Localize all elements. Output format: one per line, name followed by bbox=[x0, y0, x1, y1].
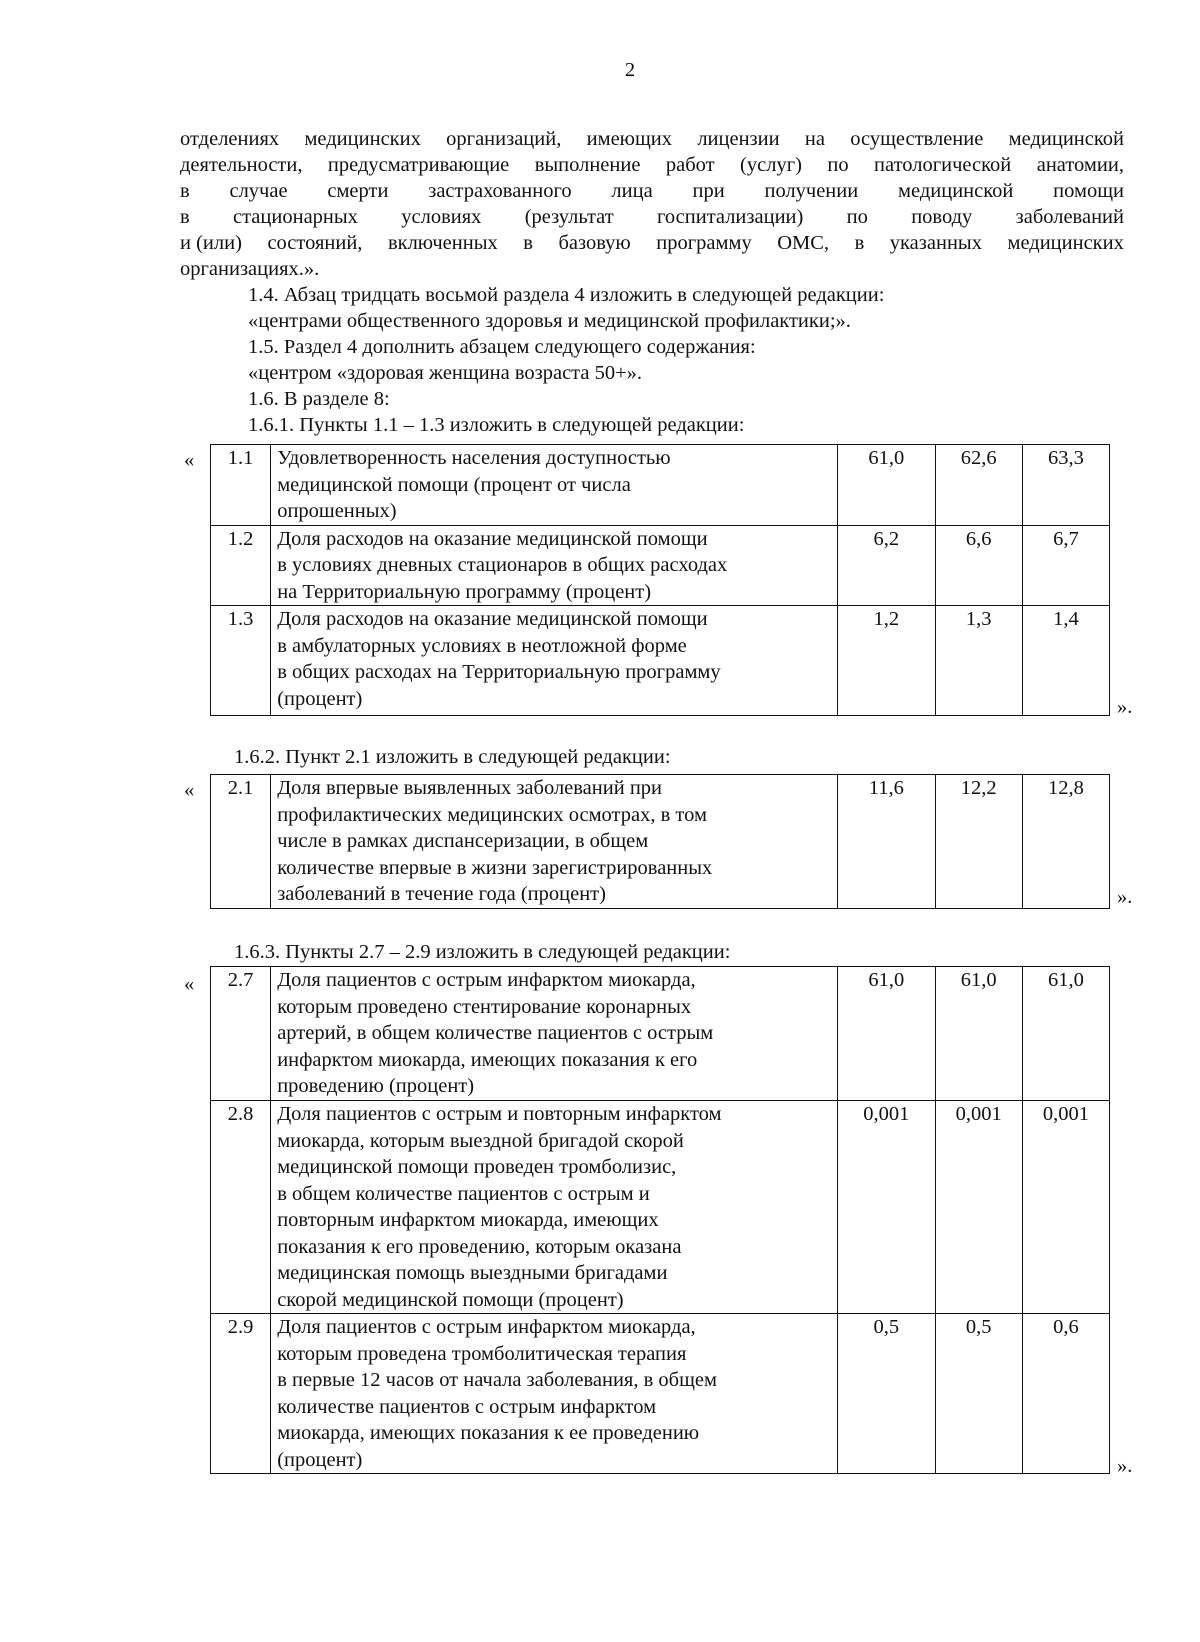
intro-word: лица bbox=[611, 180, 653, 202]
row-value-v2: 6,6 bbox=[935, 525, 1022, 606]
intro-word: указанных bbox=[889, 232, 982, 254]
table-row bbox=[211, 606, 1110, 716]
row-number: 1.2 bbox=[211, 525, 271, 606]
table-row bbox=[211, 525, 1110, 606]
description-line: медицинской помощи (процент от числа bbox=[277, 473, 631, 496]
description-line: в первые 12 часов от начала заболевания, в общем bbox=[277, 1369, 717, 1391]
intro-word: организаций, bbox=[446, 128, 562, 150]
intro-line bbox=[180, 126, 1124, 152]
intro-word: осуществление bbox=[850, 128, 984, 150]
description-line: (процент) bbox=[277, 1448, 363, 1471]
intro-word: при bbox=[692, 180, 725, 202]
row-value-v2: 61,0 bbox=[935, 967, 1022, 1101]
description-line: на Территориальную программу (процент) bbox=[277, 580, 652, 603]
intro-word: выполнение bbox=[534, 154, 641, 176]
intro-word: поводу bbox=[911, 206, 973, 228]
indicators-table-1 bbox=[210, 444, 1110, 716]
description-line: показания к его проведению, которым оказана bbox=[277, 1235, 682, 1258]
intro-word: лицензии bbox=[697, 128, 780, 150]
intro-word: состояний, bbox=[267, 232, 363, 254]
row-number: 2.7 bbox=[211, 967, 271, 1101]
intro-word: по bbox=[846, 206, 868, 228]
intro-line bbox=[180, 204, 1124, 230]
table-row bbox=[211, 1314, 1110, 1474]
item-1-6-3: 1.6.3. Пункты 2.7 – 2.9 изложить в следующей редакции: bbox=[234, 941, 731, 963]
intro-word: медицинской bbox=[898, 180, 1014, 202]
row-value-v3: 6,7 bbox=[1022, 525, 1109, 606]
intro-word: программу bbox=[656, 232, 752, 254]
row-description bbox=[271, 1101, 838, 1314]
intro-word: в bbox=[180, 206, 190, 228]
description-line: которым проведена тромболитическая терапия bbox=[277, 1342, 687, 1365]
description-line: Доля пациентов с острым инфарктом миокарда, bbox=[277, 1316, 696, 1338]
description-line: в общем количестве пациентов с острым и bbox=[277, 1182, 650, 1205]
intro-word: получении bbox=[764, 180, 859, 202]
table-row bbox=[211, 445, 1110, 526]
row-value-v1: 0,001 bbox=[838, 1101, 936, 1314]
intro-word: медицинских bbox=[304, 128, 421, 150]
row-value-v1: 61,0 bbox=[838, 445, 936, 526]
description-line: количестве впервые в жизни зарегистрированных bbox=[277, 856, 713, 879]
open-quote-table2: « bbox=[184, 779, 195, 801]
intro-word: стационарных bbox=[233, 206, 358, 228]
row-number: 2.8 bbox=[211, 1101, 271, 1314]
intro-word: смерти bbox=[327, 180, 389, 202]
indicators-table-3 bbox=[210, 966, 1110, 1474]
intro-word: и (или) bbox=[180, 232, 242, 254]
row-number: 2.9 bbox=[211, 1314, 271, 1474]
row-value-v3: 63,3 bbox=[1022, 445, 1109, 526]
row-value-v3: 0,001 bbox=[1022, 1101, 1109, 1314]
row-value-v2: 62,6 bbox=[935, 445, 1022, 526]
description-line: (процент) bbox=[277, 687, 363, 710]
intro-word: базовую bbox=[558, 232, 631, 254]
item-1-5: 1.5. Раздел 4 дополнить абзацем следующего содержания: bbox=[248, 336, 756, 358]
description-line: Удовлетворенность населения доступностью bbox=[277, 447, 671, 469]
item-1-4: 1.4. Абзац тридцать восьмой раздела 4 изложить в следующей редакции: bbox=[248, 284, 885, 306]
open-quote-table1: « bbox=[184, 449, 195, 471]
intro-word: работ bbox=[665, 154, 715, 176]
row-description bbox=[271, 1314, 838, 1474]
row-description bbox=[271, 606, 838, 716]
item-1-4-text: «центрами общественного здоровья и медицинской профилактики;». bbox=[248, 310, 851, 332]
description-line: инфарктом миокарда, имеющих показания к его bbox=[277, 1048, 698, 1071]
row-number: 1.3 bbox=[211, 606, 271, 716]
intro-word: на bbox=[804, 128, 825, 150]
intro-word: в bbox=[854, 232, 865, 254]
open-quote-table3: « bbox=[184, 973, 195, 995]
description-line: медицинская помощь выездными бригадами bbox=[277, 1262, 668, 1284]
description-line: профилактических медицинских осмотрах, в том bbox=[277, 803, 707, 826]
row-value-v3: 12,8 bbox=[1022, 775, 1109, 909]
description-line: медицинской помощи проведен тромболизис, bbox=[277, 1156, 677, 1178]
description-line: количестве пациентов с острым инфарктом bbox=[277, 1395, 657, 1418]
description-line: Доля впервые выявленных заболеваний при bbox=[277, 777, 663, 799]
description-line: артерий, в общем количестве пациентов с острым bbox=[277, 1022, 714, 1044]
row-description bbox=[271, 445, 838, 526]
description-line: Доля расходов на оказание медицинской помощи bbox=[277, 527, 708, 550]
description-line: миокарда, которым выездной бригадой скорой bbox=[277, 1129, 684, 1152]
indicators-table-2 bbox=[210, 774, 1110, 909]
intro-word: в bbox=[180, 180, 190, 202]
description-line: Доля пациентов с острым и повторным инфарктом bbox=[277, 1103, 722, 1125]
intro-word: предусматривающие bbox=[327, 154, 510, 176]
description-line: опрошенных) bbox=[277, 500, 397, 522]
intro-line bbox=[180, 152, 1124, 178]
description-line: заболеваний в течение года (процент) bbox=[277, 883, 606, 905]
intro-word: включенных bbox=[387, 232, 498, 254]
description-line: в условиях дневных стационаров в общих расходах bbox=[277, 554, 728, 576]
intro-word: медицинских bbox=[1007, 232, 1124, 254]
item-1-6-2: 1.6.2. Пункт 2.1 изложить в следующей редакции: bbox=[234, 746, 671, 768]
item-1-6: 1.6. В разделе 8: bbox=[248, 388, 390, 410]
item-1-5-text: «центром «здоровая женщина возраста 50+». bbox=[248, 362, 643, 384]
row-number: 2.1 bbox=[211, 775, 271, 909]
description-line: в амбулаторных условиях в неотложной форме bbox=[277, 634, 687, 657]
description-line: которым проведено стентирование коронарных bbox=[277, 995, 692, 1018]
description-line: в общих расходах на Территориальную программу bbox=[277, 661, 721, 683]
intro-word: случае bbox=[229, 180, 288, 202]
description-line: числе в рамках диспансеризации, в общем bbox=[277, 830, 649, 852]
row-value-v1: 11,6 bbox=[838, 775, 936, 909]
table-row bbox=[211, 1101, 1110, 1314]
row-description bbox=[271, 525, 838, 606]
intro-last-line: организациях.». bbox=[180, 258, 320, 280]
intro-word: заболеваний bbox=[1015, 206, 1124, 228]
row-value-v2: 0,001 bbox=[935, 1101, 1022, 1314]
item-1-6-1: 1.6.1. Пункты 1.1 – 1.3 изложить в следующей редакции: bbox=[248, 414, 745, 436]
intro-line bbox=[180, 230, 1124, 256]
row-number: 1.1 bbox=[211, 445, 271, 526]
intro-word: застрахованного bbox=[428, 180, 572, 202]
intro-word: госпитализации) bbox=[657, 206, 804, 228]
row-description bbox=[271, 967, 838, 1101]
description-line: проведению (процент) bbox=[277, 1075, 475, 1097]
intro-word: отделениях bbox=[180, 128, 280, 150]
row-value-v2: 12,2 bbox=[935, 775, 1022, 909]
row-value-v1: 1,2 bbox=[838, 606, 936, 716]
row-value-v3: 61,0 bbox=[1022, 967, 1109, 1101]
row-value-v2: 1,3 bbox=[935, 606, 1022, 716]
table-row bbox=[211, 967, 1110, 1101]
table-row bbox=[211, 775, 1110, 909]
intro-line bbox=[180, 178, 1124, 204]
row-value-v1: 0,5 bbox=[838, 1314, 936, 1474]
row-value-v3: 0,6 bbox=[1022, 1314, 1109, 1474]
row-value-v1: 6,2 bbox=[838, 525, 936, 606]
intro-word: в bbox=[523, 232, 533, 254]
description-line: Доля пациентов с острым инфарктом миокарда, bbox=[277, 969, 696, 991]
intro-word: имеющих bbox=[586, 128, 673, 150]
intro-word: (результат bbox=[524, 206, 614, 228]
description-line: повторным инфарктом миокарда, имеющих bbox=[277, 1209, 659, 1231]
description-line: Доля расходов на оказание медицинской помощи bbox=[277, 608, 708, 630]
intro-word: ОМС, bbox=[777, 232, 830, 254]
description-line: миокарда, имеющих показания к ее проведению bbox=[277, 1422, 700, 1444]
intro-word: помощи bbox=[1053, 180, 1124, 202]
row-value-v1: 61,0 bbox=[838, 967, 936, 1101]
page-number: 2 bbox=[624, 59, 636, 81]
intro-word: патологической bbox=[874, 154, 1012, 176]
intro-word: деятельности, bbox=[180, 154, 303, 176]
intro-word: анатомии, bbox=[1036, 154, 1124, 176]
description-line: скорой медицинской помощи (процент) bbox=[277, 1288, 624, 1311]
intro-word: (услуг) bbox=[740, 154, 802, 176]
intro-word: условиях bbox=[401, 206, 482, 228]
intro-word: медицинской bbox=[1008, 128, 1124, 150]
row-value-v3: 1,4 bbox=[1022, 606, 1109, 716]
close-quote-table3: ». bbox=[1117, 1455, 1133, 1477]
close-quote-table1: ». bbox=[1117, 696, 1133, 718]
close-quote-table2: ». bbox=[1117, 886, 1133, 908]
row-description bbox=[271, 775, 838, 909]
intro-word: по bbox=[827, 154, 849, 176]
row-value-v2: 0,5 bbox=[935, 1314, 1022, 1474]
